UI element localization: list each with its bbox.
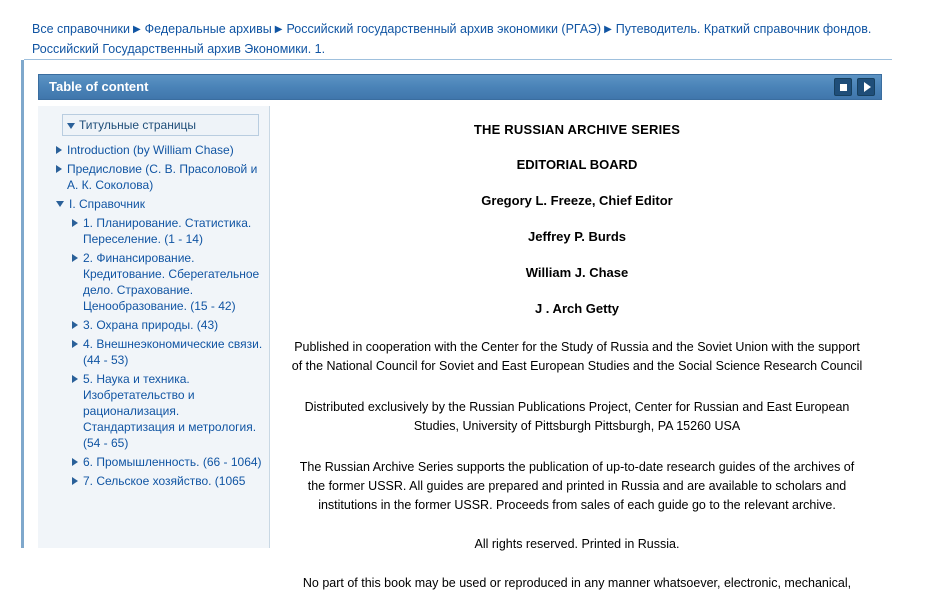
breadcrumb-divider — [24, 59, 892, 60]
document-paragraph: Distributed exclusively by the Russian Publications Project, Center for Russian and East European Studies, University of Pittsburgh Pittsburgh, PA 15260 USA — [304, 400, 850, 433]
sidebar-item-label: 6. Промышленность. (66 - 1064) — [83, 455, 262, 469]
editorial-board-heading: EDITORIAL BOARD — [516, 157, 638, 172]
breadcrumb-item-1[interactable]: Федеральные архивы — [144, 22, 272, 36]
chevron-right-icon — [72, 458, 78, 466]
chevron-right-icon — [72, 254, 78, 262]
chevron-right-icon — [72, 477, 78, 485]
sidebar-item-introduction[interactable] — [44, 142, 263, 158]
table-of-content-title: Table of content — [49, 79, 149, 94]
table-of-content-header — [38, 74, 882, 100]
play-arrow-icon — [864, 82, 871, 92]
chevron-down-icon — [67, 123, 75, 129]
sidebar-item-section-6[interactable] — [44, 454, 263, 470]
stop-button[interactable] — [834, 78, 852, 96]
editor-name: Jeffrey P. Burds — [527, 229, 627, 244]
breadcrumb-separator-icon: ▶ — [274, 24, 283, 35]
sidebar-item-label: Introduction (by William Chase) — [67, 143, 234, 157]
sidebar-item-label: 2. Финансирование. Кредитование. Сберегательное дело. Страхование. Ценообразование. (15 - 42) — [83, 251, 260, 313]
table-of-content-sidebar[interactable] — [38, 106, 270, 548]
sidebar-item-label: 1. Планирование. Статистика. Переселение. (1 - 14) — [83, 216, 252, 246]
chevron-right-icon — [56, 146, 62, 154]
chevron-right-icon — [72, 219, 78, 227]
sidebar-item-label: 5. Наука и техника. Изобретательство и рационализация. Стандартизация и метрология. (54 - 65) — [83, 372, 257, 450]
sidebar-item-preface[interactable] — [44, 161, 263, 193]
sidebar-item-label: Титульные страницы — [79, 118, 197, 132]
document-paragraph: All rights reserved. Printed in Russia. — [474, 537, 680, 551]
left-rail-accent — [21, 60, 24, 548]
sidebar-item-title-pages[interactable] — [62, 114, 259, 136]
breadcrumb-separator-icon: ▶ — [604, 24, 612, 35]
sidebar-item-section-1[interactable] — [44, 215, 263, 247]
document-title: THE RUSSIAN ARCHIVE SERIES — [473, 122, 681, 137]
document-paragraph: The Russian Archive Series supports the publication of up-to-date research guides of the archives of the former USSR. All guides are prepared and printed in Russia and are available to scholars and institutions in the former USSR. Proceeds from sales of each guide go to the relevant archive. — [299, 460, 855, 512]
editor-name: William J. Chase — [525, 265, 629, 280]
square-icon — [840, 84, 847, 91]
editor-name: Gregory L. Freeze, Chief Editor — [481, 193, 673, 208]
sidebar-item-label: I. Справочник — [69, 197, 145, 211]
chevron-down-icon — [56, 201, 64, 207]
breadcrumb-item-2[interactable]: Российский государственный архив экономики (РГАЭ) — [286, 22, 602, 36]
breadcrumb — [32, 20, 892, 59]
sidebar-item-label: 7. Сельское хозяйство. (1065 — [83, 474, 246, 488]
toc-header-buttons — [834, 78, 875, 96]
chevron-right-icon — [56, 165, 62, 173]
editor-name: J . Arch Getty — [534, 301, 620, 316]
next-button[interactable] — [857, 78, 875, 96]
sidebar-item-label: 3. Охрана природы. (43) — [83, 318, 219, 332]
sidebar-item-section-4[interactable] — [44, 336, 263, 368]
sidebar-item-label: Предисловие (С. В. Прасоловой и А. К. Соколова) — [67, 162, 258, 192]
sidebar-item-section-5[interactable] — [44, 371, 263, 451]
breadcrumb-item-3[interactable]: Путеводитель. Краткий справочник фондов. Российский Государственный архив Экономики. 1. — [32, 22, 872, 56]
document-paragraph: No part of this book may be used or reproduced in any manner whatsoever, electronic, mechanical, — [302, 576, 852, 590]
chevron-right-icon — [72, 321, 78, 329]
chevron-right-icon — [72, 340, 78, 348]
sidebar-item-section-2[interactable] — [44, 250, 263, 314]
document-paragraph: Published in cooperation with the Center for the Study of Russia and the Soviet Union with the support of the National Council for Soviet and East European Studies and the Social Science Research Council — [291, 340, 863, 373]
sidebar-item-spravochnik[interactable] — [44, 196, 263, 212]
document-content — [272, 106, 882, 590]
sidebar-item-section-3[interactable] — [44, 317, 263, 333]
breadcrumb-separator-icon: ▶ — [132, 24, 141, 35]
sidebar-item-section-7[interactable] — [44, 473, 263, 489]
sidebar-scroll-area — [38, 114, 269, 489]
sidebar-item-label: 4. Внешнеэкономические связи. (44 - 53) — [83, 337, 263, 367]
chevron-right-icon — [72, 375, 78, 383]
breadcrumb-item-0[interactable]: Все справочники — [32, 22, 130, 36]
